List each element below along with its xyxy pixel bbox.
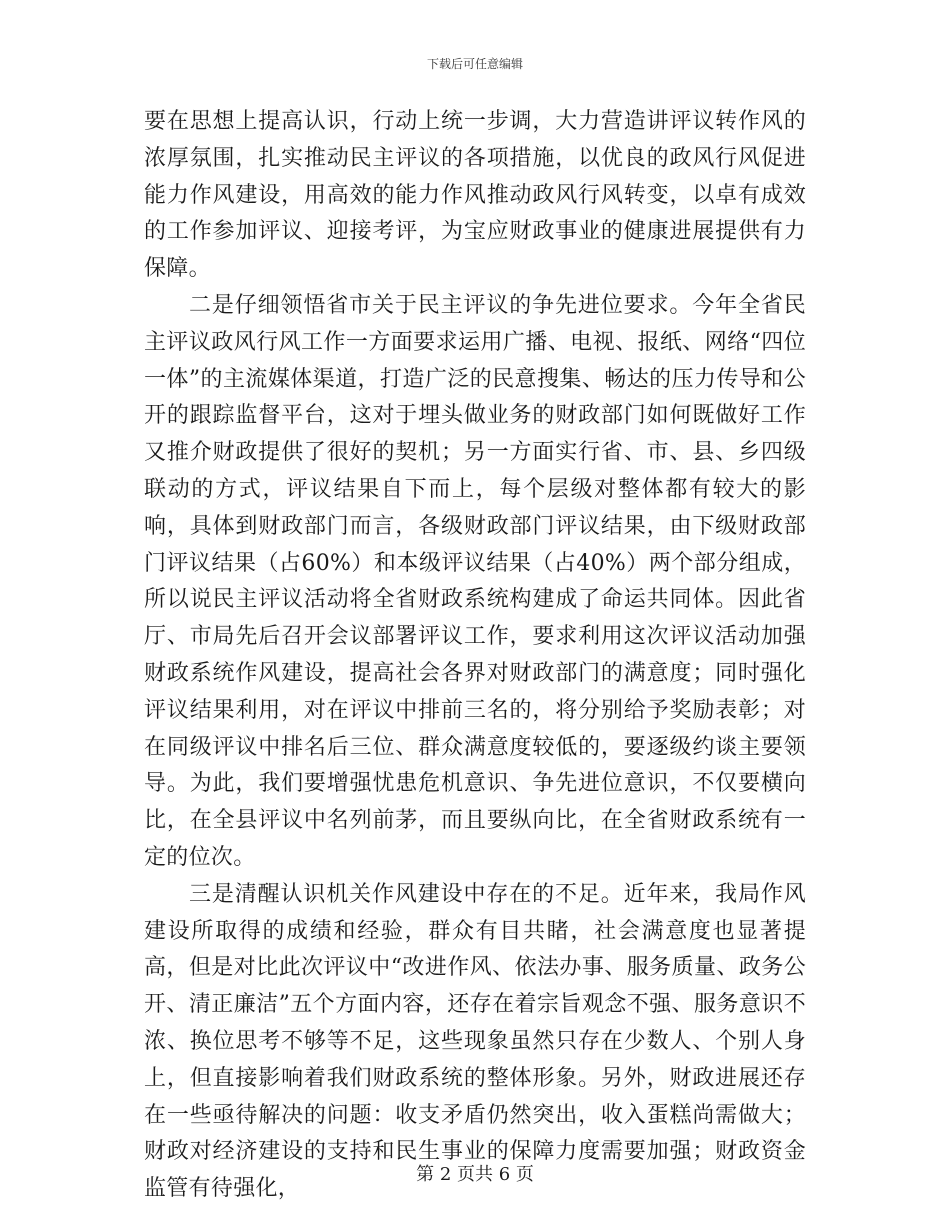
paragraph-continuation: 要在思想上提高认识，行动上统一步调，大力营造讲评议转作风的浓厚氛围，扎实推动民主评议的各项措施，以优良的政风行风促进能力作风建设，用高效的能力作风推动政风行风转变，以卓有成效的工作参加评议、迎接考评，为宝应财政事业的健康进展提供有力保障。 [144, 109, 806, 282]
document-body [144, 104, 806, 1208]
paragraph-point-three: 三是清醒认识机关作风建设中存在的不足。近年来，我局作风建设所取得的成绩和经验，群众有目共睹，社会满意度也显著提高，但是对比此次评议中“改进作风、依法办事、服务质量、政务公开、清正廉洁”五个方面内容，还存在着宗旨观念不强、服务意识不浓、换位思考不够等不足，这些现象虽然只存在少数人、个别人身上，但直接影响着我们财政系统的整体形象。另外，财政进展还存在一些亟待解决的问题：收支矛盾仍然突出，收入蛋糕尚需做大；财政对经济建设的支持和民生事业的保障力度需要加强；财政资金监管有待强化， [144, 881, 806, 1202]
paragraph-point-two: 二是仔细领悟省市关于民主评议的争先进位要求。今年全省民主评议政风行风工作一方面要求运用广播、电视、报纸、网络“四位一体”的主流媒体渠道，打造广泛的民意搜集、畅达的压力传导和公开的跟踪监督平台，这对于埋头做业务的财政部门如何既做好工作又推介财政提供了很好的契机；另一方面实行省、市、县、乡四级联动的方式，评议结果自下而上，每个层级对整体都有较大的影响，具体到财政部门而言，各级财政部门评议结果，由下级财政部门评议结果（占60%）和本级评议结果（占40%）两个部分组成，所以说民主评议活动将全省财政系统构建成了命运共同体。因此省厅、市局先后召开会议部署评议工作，要求利用这次评议活动加强财政系统作风建设，提高社会各界对财政部门的满意度；同时强化评议结果利用，对在评议中排前三名的，将分别给予奖励表彰；对在同级评议中排名后三位、群众满意度较低的，要逐级约谈主要领导。为此，我们要增强忧患危机意识、争先进位意识，不仅要横向比，在全县评议中名列前茅，而且要纵向比，在全省财政系统有一定的位次。 [144, 292, 806, 870]
page-header-note: 下载后可任意编辑 [426, 57, 523, 71]
page-number-footer: 第 2 页共 6 页 [416, 1164, 534, 1185]
